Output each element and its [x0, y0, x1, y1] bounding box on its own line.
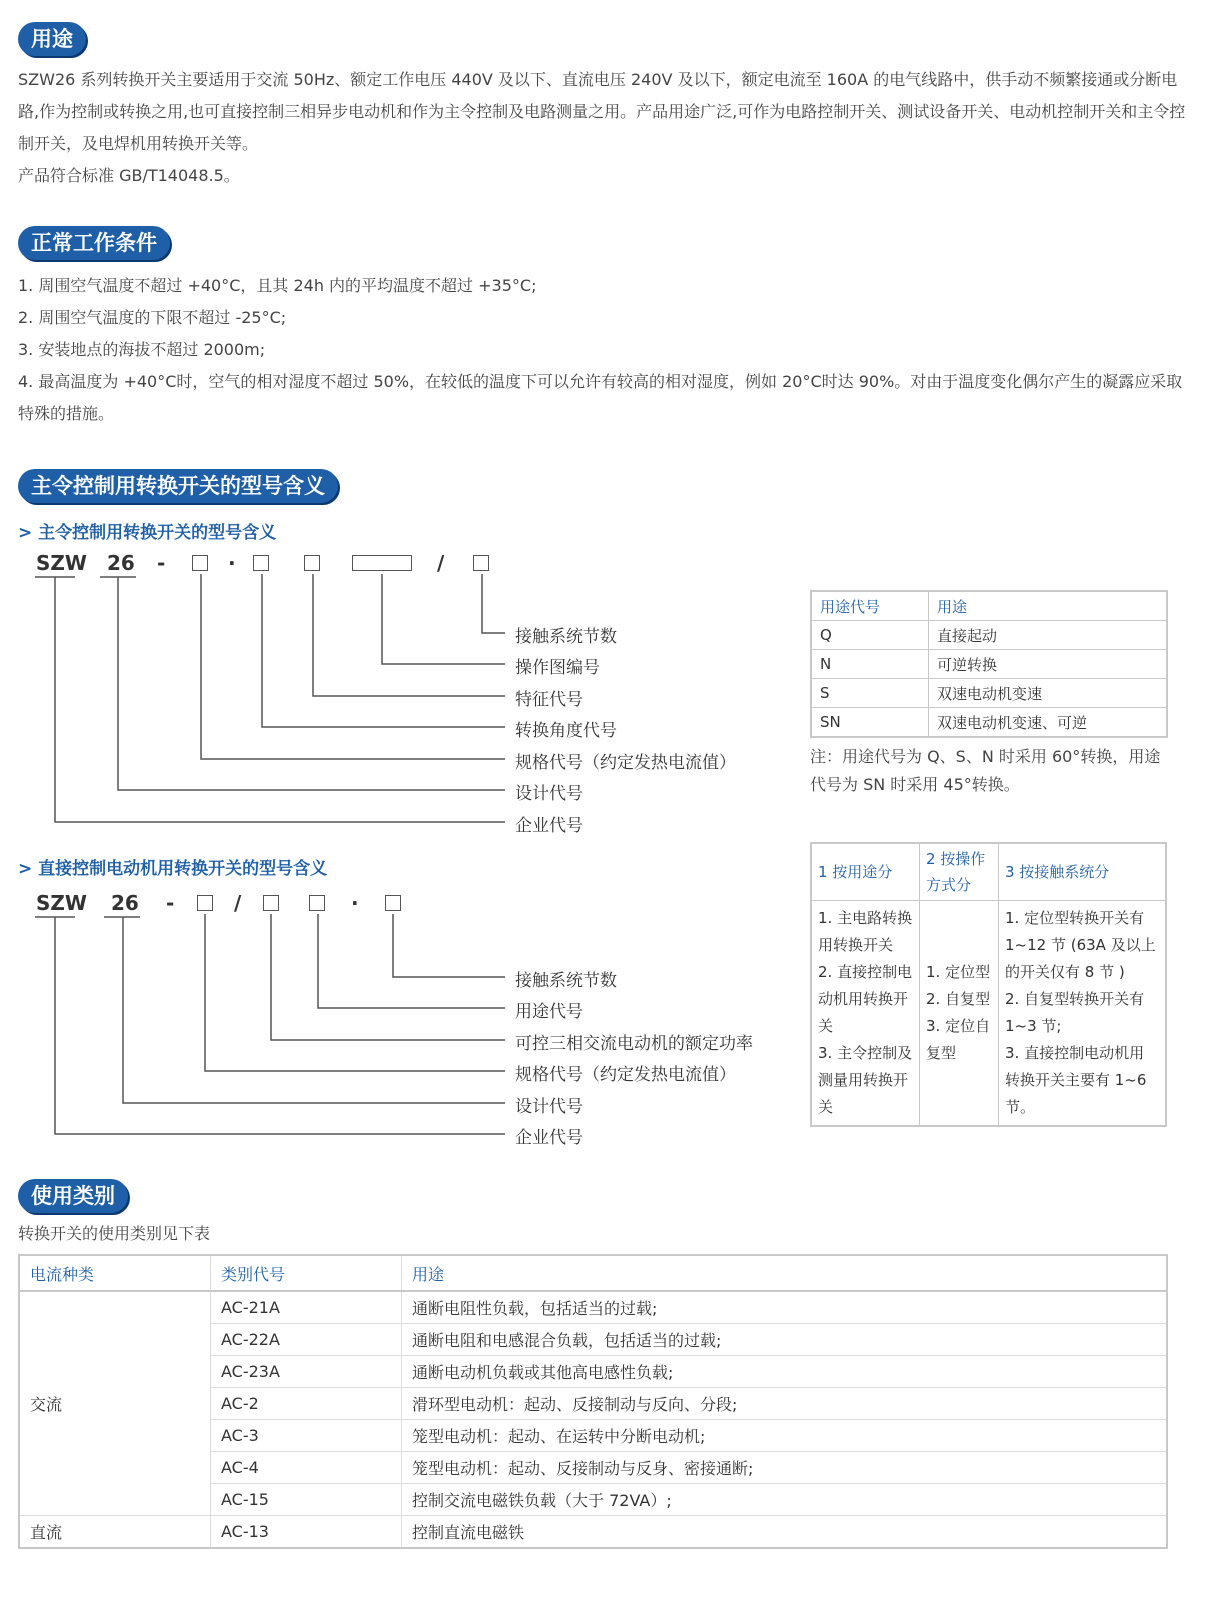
diagram-label: 接触系统节数	[515, 627, 617, 647]
current-type-cell: 直流	[19, 1516, 211, 1549]
classification-item: 1. 主电路转换用转换开关	[818, 909, 913, 954]
table-header: 用途代号	[811, 591, 929, 621]
dash-symbol: -	[157, 551, 166, 575]
usage-section-title: 用途	[18, 22, 86, 56]
table-row	[811, 708, 1167, 738]
table-cell: S	[811, 679, 929, 708]
table-cell: 通断电阻性负载，包括适当的过载;	[402, 1291, 1168, 1324]
table-header: 类别代号	[211, 1255, 402, 1291]
classification-item: 1. 定位型	[926, 963, 991, 981]
table-cell: 通断电动机负载或其他高电感性负载;	[402, 1356, 1168, 1388]
brand-code: SZW	[36, 891, 87, 915]
table-header: 1 按用途分	[811, 843, 920, 901]
standard-paragraph: 产品符合标准 GB/T14048.5。	[18, 166, 240, 185]
table-header: 电流种类	[19, 1255, 211, 1291]
condition-item: 3. 安装地点的海拔不超过 2000m;	[18, 340, 266, 359]
table-row	[811, 901, 1166, 1127]
condition-item: 2. 周围空气温度的下限不超过 -25°C;	[18, 308, 287, 327]
table-header: 2 按操作方式分	[920, 843, 999, 901]
table-header: 用途	[929, 591, 1168, 621]
diagram-label: 规格代号（约定发热电流值）	[515, 1065, 736, 1085]
diagram-label: 规格代号（约定发热电流值）	[515, 753, 736, 773]
table-cell: 笼型电动机：起动、在运转中分断电动机;	[402, 1420, 1168, 1452]
classification-table	[810, 842, 1167, 1127]
diagram-label: 用途代号	[515, 1002, 583, 1022]
brand-code: SZW	[36, 551, 87, 575]
table-header: 3 按接触系统分	[999, 843, 1167, 901]
category-intro: 转换开关的使用类别见下表	[18, 1224, 211, 1243]
diagram-label: 特征代号	[515, 690, 583, 710]
table-row	[811, 621, 1167, 650]
table-row	[811, 679, 1167, 708]
table-header: 用途	[402, 1255, 1168, 1291]
diagram-label: 设计代号	[515, 1097, 583, 1117]
classification-item: 2. 直接控制电动机用转换开关	[818, 963, 913, 1035]
table-cell: Q	[811, 621, 929, 650]
dash-symbol: -	[166, 891, 175, 915]
current-type-cell: 交流	[19, 1291, 211, 1516]
table-cell: AC-22A	[211, 1324, 402, 1356]
table-row	[19, 1516, 1167, 1549]
usage-paragraph: SZW26 系列转换开关主要适用于交流 50Hz、额定工作电压 440V 及以下、直流电压 240V 及以下，额定电流至 160A 的电气线路中，供手动不频繁接通或分断电路,作为控制或转换之用,也可直接控制三相异步电动机和作为主令控制及电路测量之用。产品用途广泛,可作为电路控制开关、测试设备开关、电动机控制开关和主令控制开关，及电焊机用转换开关等。	[18, 70, 1186, 153]
category-section-title: 使用类别	[18, 1179, 128, 1213]
table-cell: 滑环型电动机：起动、反接制动与反向、分段;	[402, 1388, 1168, 1420]
table-cell: 笼型电动机：起动、反接制动与反身、密接通断;	[402, 1452, 1168, 1484]
model-subheading-2: > 直接控制电动机用转换开关的型号含义	[18, 859, 328, 879]
table-cell: 控制交流电磁铁负载（大于 72VA）;	[402, 1484, 1168, 1516]
category-table	[18, 1254, 1168, 1549]
model-subheading-1: > 主令控制用转换开关的型号含义	[18, 523, 277, 543]
table-cell	[999, 901, 1167, 1127]
slash-symbol: /	[437, 551, 445, 575]
design-number: 26	[111, 891, 139, 915]
table-cell: 可逆转换	[929, 650, 1168, 679]
diagram-label: 接触系统节数	[515, 971, 617, 991]
table-row	[811, 650, 1167, 679]
classification-item: 2. 自复型转换开关有 1~3 节;	[1005, 990, 1145, 1035]
table-cell: AC-23A	[211, 1356, 402, 1388]
diagram-label: 企业代号	[515, 1128, 583, 1148]
table-cell: AC-13	[211, 1516, 402, 1549]
table-cell	[811, 901, 920, 1127]
diagram-2-connector-lines	[0, 0, 520, 1150]
table-cell	[920, 901, 999, 1127]
table-cell: AC-2	[211, 1388, 402, 1420]
classification-item: 3. 直接控制电动机用转换开关主要有 1~6 节。	[1005, 1044, 1147, 1116]
table-cell: SN	[811, 708, 929, 738]
dot-symbol: ·	[228, 551, 236, 575]
diagram-label: 操作图编号	[515, 658, 600, 678]
table-row	[19, 1291, 1167, 1324]
diagram-label: 设计代号	[515, 784, 583, 804]
table-cell: 双速电动机变速	[929, 679, 1168, 708]
table-cell: 双速电动机变速、可逆	[929, 708, 1168, 738]
diagram-label: 企业代号	[515, 816, 583, 836]
slash-symbol: /	[234, 891, 242, 915]
dot-symbol: ·	[351, 891, 359, 915]
classification-item: 2. 自复型	[926, 990, 991, 1008]
table-cell: AC-15	[211, 1484, 402, 1516]
table-cell: 控制直流电磁铁	[402, 1516, 1168, 1549]
diagram-label: 转换角度代号	[515, 721, 617, 741]
condition-item: 4. 最高温度为 +40°C时，空气的相对湿度不超过 50%，在较低的温度下可以允许有较高的相对湿度，例如 20°C时达 90%。对由于温度变化偶尔产生的凝露应采取特殊的措施。	[18, 372, 1183, 423]
table-cell: 通断电阻和电感混合负载，包括适当的过载;	[402, 1324, 1168, 1356]
table-cell: AC-21A	[211, 1291, 402, 1324]
conditions-section-title: 正常工作条件	[18, 226, 170, 260]
table-cell: 直接起动	[929, 621, 1168, 650]
usage-note: 注：用途代号为 Q、S、N 时采用 60°转换，用途代号为 SN 时采用 45°转换。	[810, 747, 1161, 794]
design-number: 26	[107, 551, 135, 575]
usage-code-table	[810, 590, 1168, 738]
table-cell: AC-4	[211, 1452, 402, 1484]
classification-item: 1. 定位型转换开关有 1~12 节 (63A 及以上的开关仅有 8 节 )	[1005, 909, 1156, 981]
table-cell: AC-3	[211, 1420, 402, 1452]
model-section-title: 主令控制用转换开关的型号含义	[18, 469, 338, 503]
classification-item: 3. 定位自复型	[926, 1017, 991, 1062]
classification-item: 3. 主令控制及测量用转换开关	[818, 1044, 913, 1116]
diagram-label: 可控三相交流电动机的额定功率	[515, 1034, 753, 1054]
table-cell: N	[811, 650, 929, 679]
condition-item: 1. 周围空气温度不超过 +40°C，且其 24h 内的平均温度不超过 +35°C;	[18, 276, 537, 295]
